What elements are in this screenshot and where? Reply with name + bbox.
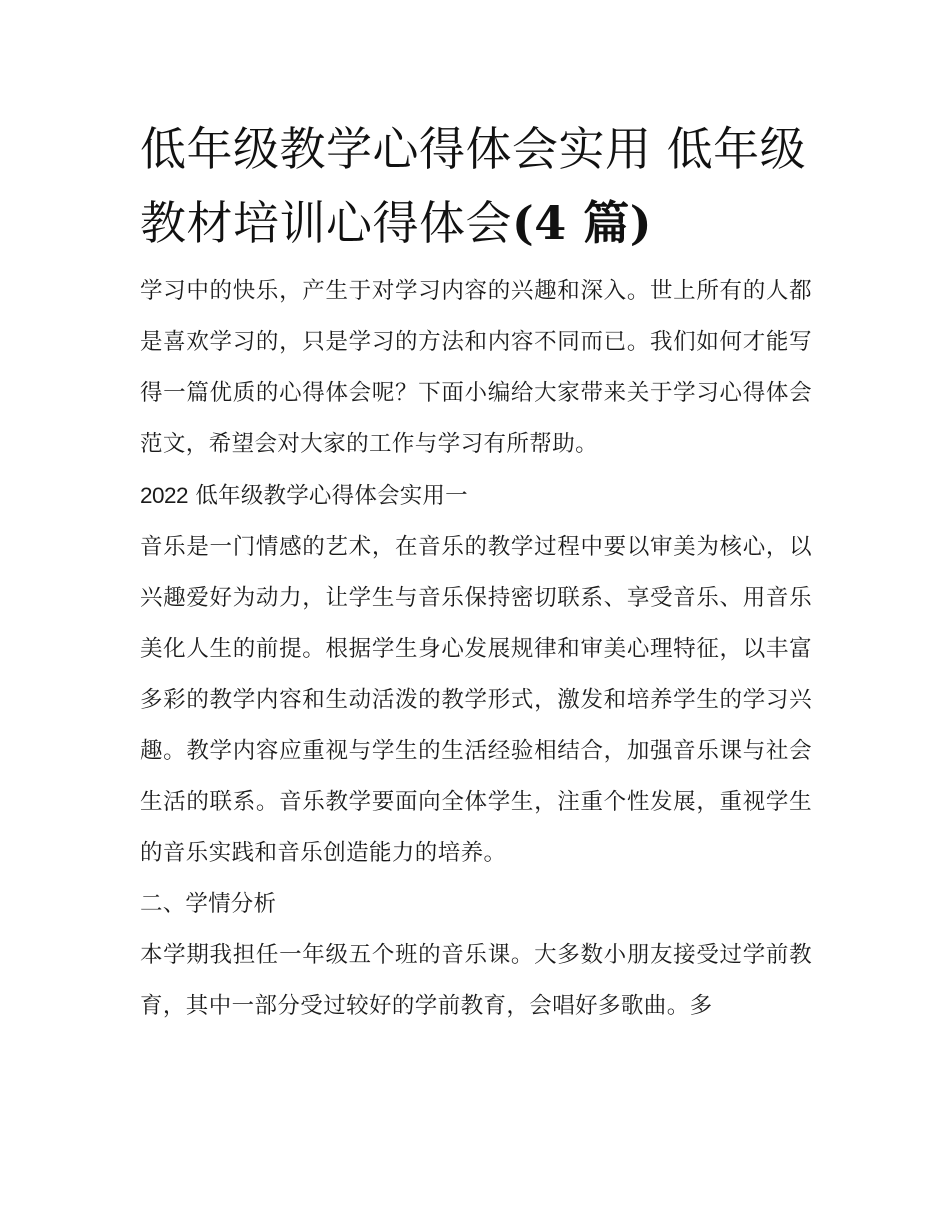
intro-paragraph: 学习中的快乐，产生于对学习内容的兴趣和深入。世上所有的人都是喜欢学习的，只是学习的方法和内容不同而已。我们如何才能写得一篇优质的心得体会呢？下面小编给大家带来关于学习心得体会范文，希望会对大家的工作与学习有所帮助。: [140, 278, 812, 457]
document-title: [140, 112, 812, 260]
section-one-paragraph: 音乐是一门情感的艺术，在音乐的教学过程中要以审美为核心，以兴趣爱好为动力，让学生与音乐保持密切联系、享受音乐、用音乐美化人生的前提。根据学生身心发展规律和审美心理特征，以丰富多彩的教学内容和生动活泼的教学形式，激发和培养学生的学习兴趣。教学内容应重视与学生的生活经验相结合，加强音乐课与社会生活的联系。音乐教学要面向全体学生，注重个性发展，重视学生的音乐实践和音乐创造能力的培养。: [140, 534, 812, 866]
section-two-heading: 二、学情分析: [140, 891, 277, 917]
document-title-main: 低年级教学心得体会实用 低年级教材培训心得体会: [140, 122, 807, 250]
section-one-heading-text: 低年级教学心得体会实用一: [188, 483, 468, 509]
section-one-heading: [140, 470, 812, 522]
document-content: [140, 112, 812, 1032]
document-title-suffix: (4 篇): [512, 196, 653, 250]
section-one-year: 2022: [140, 483, 189, 508]
section-two-paragraph: 本学期我担任一年级五个班的音乐课。大多数小朋友接受过学前教育，其中一部分受过较好的学前教育，会唱好多歌曲。多: [140, 942, 812, 1019]
